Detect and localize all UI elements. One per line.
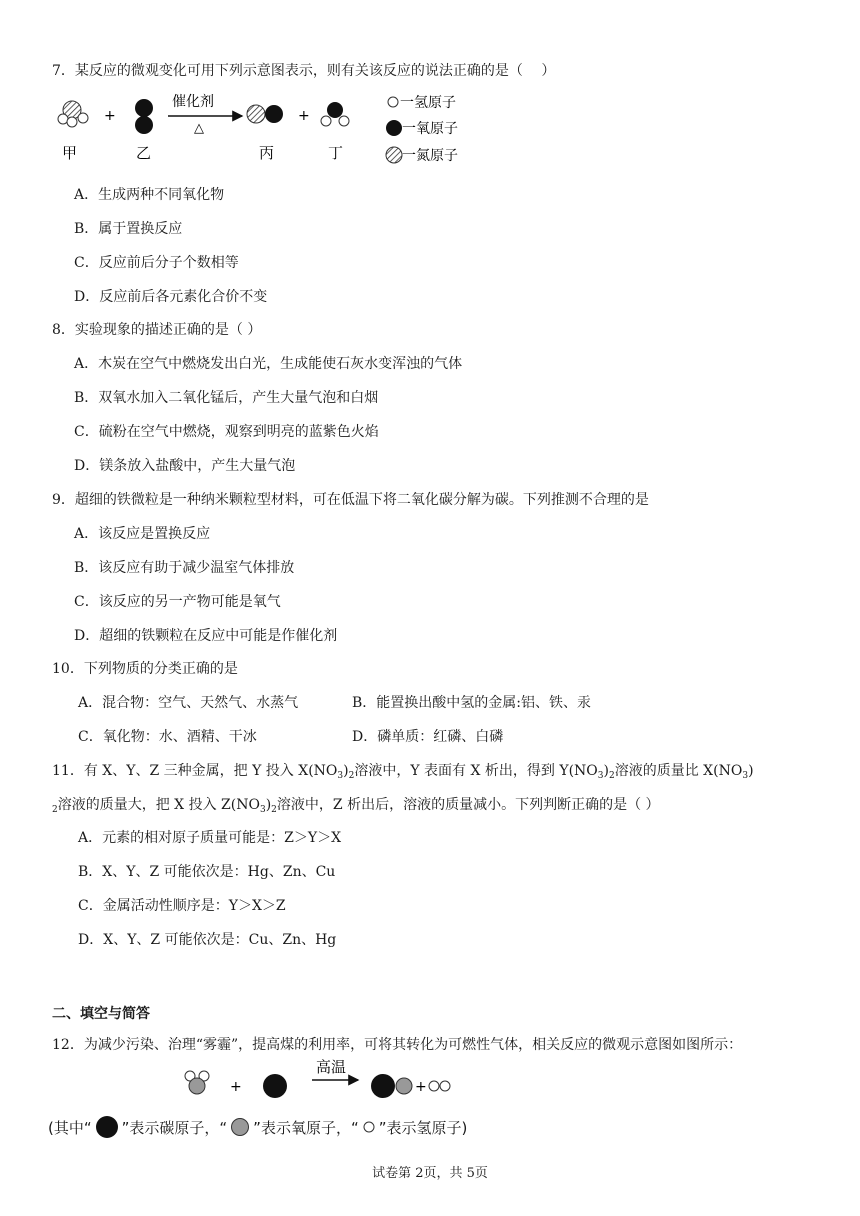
subscript: 3 bbox=[597, 771, 604, 781]
q7-label-bing: 丙 bbox=[259, 144, 275, 162]
q9-option-a[interactable]: A．该反应是置换反应 bbox=[74, 526, 211, 542]
q12-reaction-diagram bbox=[180, 1058, 460, 1102]
q11-text: 溶液的质量比 X(NO bbox=[614, 763, 743, 779]
page-footer: 试卷第 2页，共 5页 bbox=[372, 1166, 488, 1181]
q10-option-c[interactable]: C．氧化物：水、酒精、干冰 bbox=[78, 729, 257, 745]
q7-plus-2: + bbox=[298, 108, 310, 124]
legend-oxygen: 一氧原子 bbox=[402, 121, 458, 137]
q11-text: ) bbox=[265, 797, 272, 813]
legend-hydrogen: 一氢原子 bbox=[400, 95, 456, 111]
hydrogen-atom-icon bbox=[361, 1119, 377, 1135]
q7-catalyst-label: 催化剂 bbox=[172, 94, 214, 110]
q7-heat-label: △ bbox=[194, 121, 204, 136]
q9-stem: 9．超细的铁微粒是一种纳米颗粒型材料，可在低温下将二氧化碳分解为碳。下列推测不合理的是 bbox=[52, 492, 649, 508]
q11-stem-line1 bbox=[52, 760, 754, 780]
q7-plus-1: + bbox=[104, 108, 116, 124]
q11-text: 溶液中，Y 表面有 X 析出，得到 Y(NO bbox=[354, 763, 598, 779]
q8-option-a[interactable]: A．木炭在空气中燃烧发出白光，生成能使石灰水变浑浊的气体 bbox=[74, 356, 463, 372]
molecule-water bbox=[185, 1071, 209, 1094]
q7-label-ding: 丁 bbox=[328, 144, 344, 162]
q12-stem: 12．为减少污染、治理“雾霾”，提高煤的利用率，可将其转化为可燃性气体，相关反应的微观示意图如图所示： bbox=[52, 1037, 743, 1053]
q7-label-jia: 甲 bbox=[62, 144, 78, 162]
q8-option-b[interactable]: B．双氧水加入二氧化锰后，产生大量气泡和白烟 bbox=[74, 390, 379, 406]
q7-option-a[interactable]: A．生成两种不同氧化物 bbox=[74, 187, 225, 203]
q11-text: ) bbox=[603, 763, 609, 779]
subscript: 3 bbox=[337, 771, 344, 781]
subscript: 2 bbox=[609, 771, 615, 781]
q7-option-b[interactable]: B．属于置换反应 bbox=[74, 221, 183, 237]
molecule-ding bbox=[321, 102, 349, 126]
q7-legend bbox=[386, 95, 458, 164]
carbon-atom-icon bbox=[94, 1114, 120, 1140]
q8-option-c[interactable]: C．硫粉在空气中燃烧，观察到明亮的蓝紫色火焰 bbox=[74, 424, 379, 440]
q9-option-b[interactable]: B．该反应有助于减少温室气体排放 bbox=[74, 560, 295, 576]
nitrogen-atom-icon bbox=[386, 147, 402, 163]
subscript: 3 bbox=[742, 771, 749, 781]
molecule-jia bbox=[58, 101, 88, 127]
q7-label-yi: 乙 bbox=[136, 144, 152, 162]
q12-legend bbox=[48, 1114, 467, 1140]
legend-text: ”表示氢原子) bbox=[378, 1118, 468, 1137]
q10-option-b[interactable]: B．能置换出酸中氢的金属:铝、铁、汞 bbox=[352, 695, 592, 711]
legend-nitrogen: 一氮原子 bbox=[402, 148, 458, 164]
q11-option-b[interactable]: B．X、Y、Z 可能依次是：Hg、Zn、Cu bbox=[78, 864, 336, 880]
q8-option-d[interactable]: D．镁条放入盐酸中，产生大量气泡 bbox=[74, 458, 296, 474]
q12-condition: 高温 bbox=[316, 1058, 347, 1076]
hydrogen-atom-icon bbox=[388, 97, 398, 107]
q11-text: 溶液的质量大，把 X 投入 Z(NO bbox=[57, 797, 260, 813]
q10-option-d[interactable]: D．磷单质：红磷、白磷 bbox=[352, 729, 504, 745]
q11-text: ) bbox=[343, 763, 349, 779]
q9-option-c[interactable]: C．该反应的另一产物可能是氧气 bbox=[74, 594, 281, 610]
section-heading: 二、填空与简答 bbox=[52, 1006, 150, 1022]
q11-option-d[interactable]: D．X、Y、Z 可能依次是：Cu、Zn、Hg bbox=[78, 932, 337, 948]
q7-reaction-diagram bbox=[52, 92, 482, 170]
legend-text: ”表示氧原子，“ bbox=[253, 1118, 359, 1137]
molecule-h2 bbox=[429, 1081, 450, 1091]
legend-text: ”表示碳原子，“ bbox=[121, 1118, 228, 1137]
q11-option-a[interactable]: A．元素的相对原子质量可能是：Z＞Y＞X bbox=[78, 830, 342, 846]
subscript: 2 bbox=[52, 805, 58, 815]
q11-text: ) bbox=[748, 763, 754, 779]
q10-stem: 10．下列物质的分类正确的是 bbox=[52, 661, 238, 677]
q8-stem: 8．实验现象的描述正确的是（ ） bbox=[52, 322, 262, 338]
q11-text: 溶液中，Z 析出后，溶液的质量减小。下列判断正确的是（ ） bbox=[276, 797, 660, 813]
q7-stem: 7．某反应的微观变化可用下列示意图表示，则有关该反应的说法正确的是（ ） bbox=[52, 63, 556, 79]
subscript: 2 bbox=[271, 805, 277, 815]
q11-stem-line2 bbox=[52, 794, 660, 814]
q12-plus-2: + bbox=[415, 1079, 427, 1095]
oxygen-atom-icon bbox=[386, 120, 402, 136]
subscript: 2 bbox=[348, 771, 355, 781]
q9-option-d[interactable]: D．超细的铁颗粒在反应中可能是作催化剂 bbox=[74, 628, 338, 644]
subscript: 3 bbox=[259, 805, 266, 815]
molecule-co bbox=[371, 1074, 412, 1098]
q7-option-d[interactable]: D．反应前后各元素化合价不变 bbox=[74, 289, 268, 305]
q7-option-c[interactable]: C．反应前后分子个数相等 bbox=[74, 255, 239, 271]
q11-text: 11．有 X、Y、Z 三种金属，把 Y 投入 X(NO bbox=[52, 763, 338, 779]
q10-option-a[interactable]: A．混合物：空气、天然气、水蒸气 bbox=[78, 695, 299, 711]
oxygen-atom-icon bbox=[229, 1116, 251, 1138]
carbon-atom bbox=[263, 1074, 287, 1098]
molecule-bing bbox=[247, 105, 283, 123]
q11-option-c[interactable]: C．金属活动性顺序是：Y＞X＞Z bbox=[78, 898, 286, 914]
molecule-yi bbox=[135, 99, 153, 134]
q12-plus-1: + bbox=[230, 1079, 242, 1095]
legend-text: (其中“ bbox=[48, 1118, 92, 1137]
